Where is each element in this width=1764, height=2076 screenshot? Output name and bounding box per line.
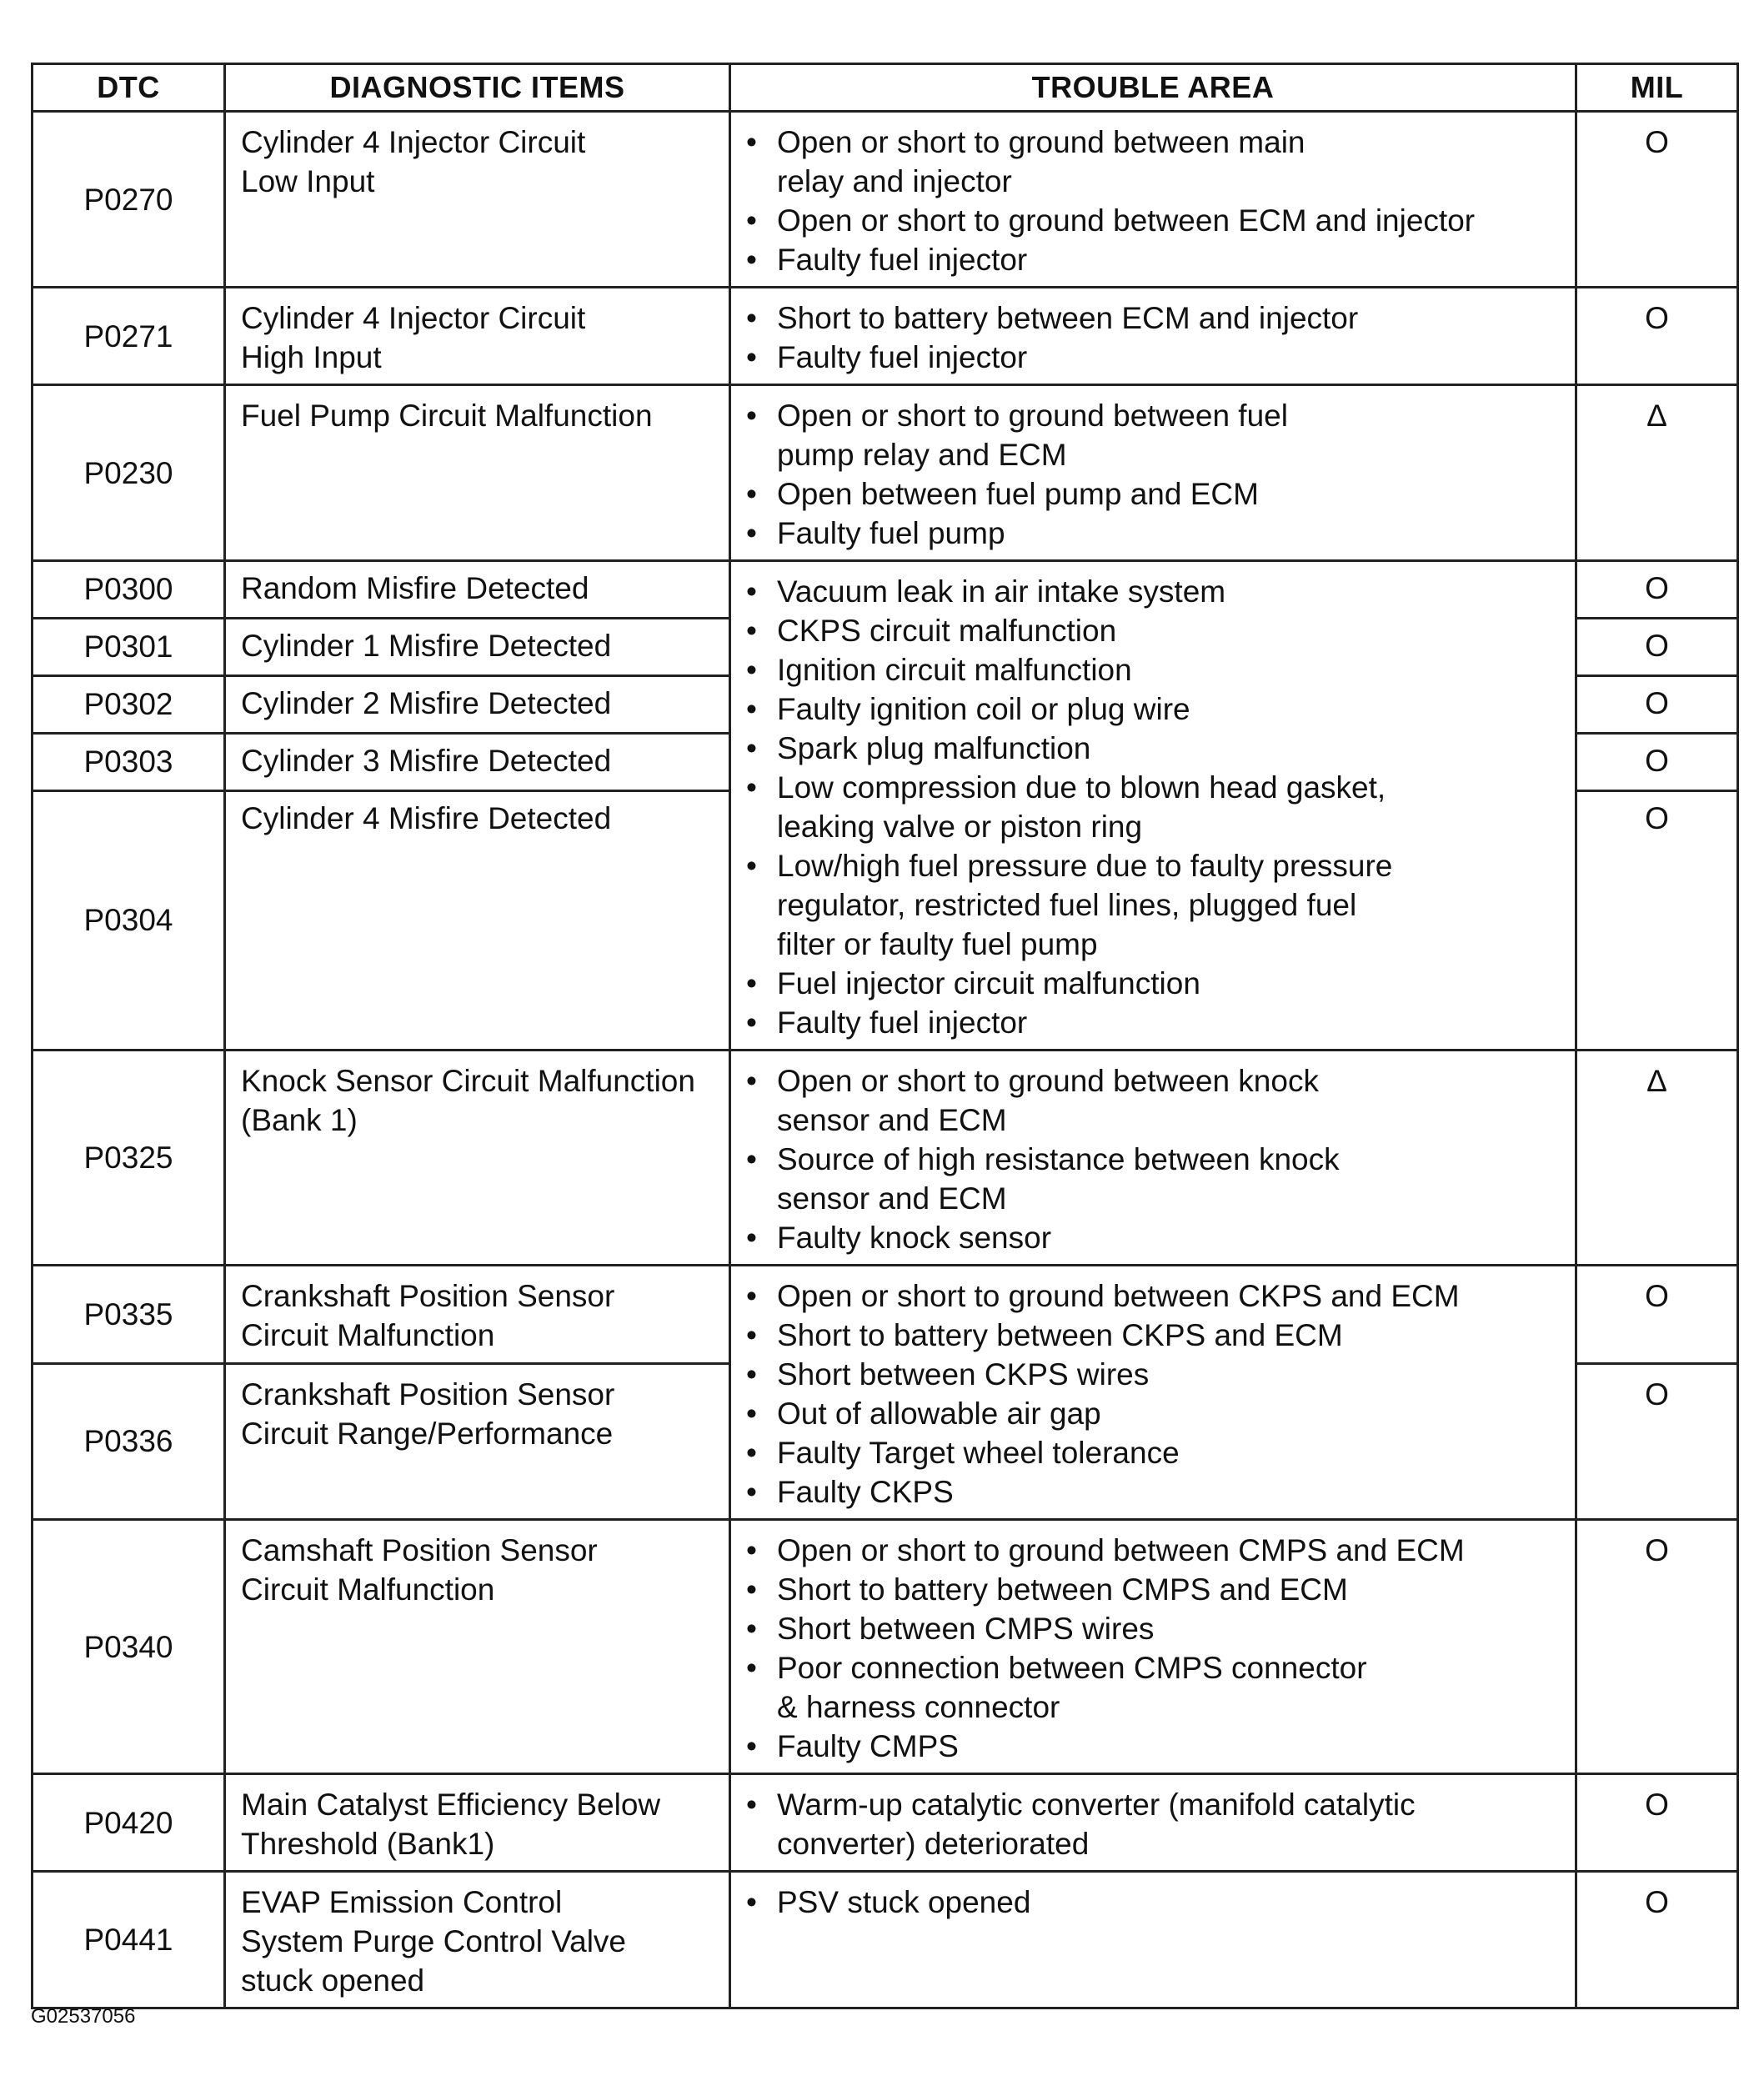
mil-header: MIL — [1576, 64, 1738, 112]
mil-indicator: O — [1576, 1520, 1738, 1774]
trouble-area — [730, 385, 1576, 561]
trouble-area — [730, 1520, 1576, 1774]
diagnostic-item: Fuel Pump Circuit Malfunction — [225, 385, 730, 561]
mil-indicator: O — [1576, 790, 1738, 1050]
trouble-area — [730, 288, 1576, 385]
diagnostic-item: Camshaft Position Sensor Circuit Malfunction — [225, 1520, 730, 1774]
cause-list — [777, 1883, 1566, 1922]
cause-item: • Faulty ignition coil or plug wire — [777, 689, 1566, 729]
trouble-area — [730, 1266, 1576, 1520]
diagnostic-item: Cylinder 4 Injector Circuit Low Input — [225, 112, 730, 288]
table-row — [33, 288, 1738, 385]
cause-item: • Open between fuel pump and ECM — [777, 474, 1566, 514]
table-row — [33, 1266, 1738, 1364]
diagnostic-item: Knock Sensor Circuit Malfunction (Bank 1) — [225, 1051, 730, 1266]
cause-item: • Vacuum leak in air intake system — [777, 572, 1566, 611]
cause-list — [777, 298, 1566, 377]
table-row — [33, 1774, 1738, 1872]
cause-item: • Poor connection between CMPS connector & harness connector — [777, 1648, 1566, 1727]
cause-item: • Open or short to ground between CMPS and ECM — [777, 1531, 1566, 1570]
cause-list — [777, 1061, 1566, 1257]
cause-item: • CKPS circuit malfunction — [777, 611, 1566, 650]
mil-indicator: O — [1576, 112, 1738, 288]
dtc-code: P0335 — [33, 1266, 225, 1364]
mil-indicator: O — [1576, 675, 1738, 733]
dtc-code: P0301 — [33, 618, 225, 675]
cause-item: • Faulty fuel injector — [777, 1003, 1566, 1042]
trouble-area — [730, 112, 1576, 288]
diagnostic-item: Cylinder 4 Injector Circuit High Input — [225, 288, 730, 385]
cause-item: • Open or short to ground between ECM and injector — [777, 201, 1566, 240]
cause-item: • Low/high fuel pressure due to faulty pressure regulator, restricted fuel lines, plugged fuel filter or faulty fuel pump — [777, 846, 1566, 964]
diagnostic-item: Cylinder 1 Misfire Detected — [225, 618, 730, 675]
cause-item: • Fuel injector circuit malfunction — [777, 964, 1566, 1003]
table-row — [33, 1051, 1738, 1266]
table-row — [33, 1872, 1738, 2008]
header-row — [33, 64, 1738, 112]
mil-indicator: O — [1576, 618, 1738, 675]
table-row — [33, 112, 1738, 288]
dtc-code: P0230 — [33, 385, 225, 561]
trouble-area — [730, 1051, 1576, 1266]
cause-item: • Faulty knock sensor — [777, 1218, 1566, 1257]
dtc-code: P0336 — [33, 1363, 225, 1519]
cause-item: • Open or short to ground between fuel pump relay and ECM — [777, 396, 1566, 474]
diagnostic-items-header: DIAGNOSTIC ITEMS — [225, 64, 730, 112]
table-row — [33, 385, 1738, 561]
diagnostic-item: Main Catalyst Efficiency Below Threshold (Bank1) — [225, 1774, 730, 1872]
dtc-header: DTC — [33, 64, 225, 112]
cause-list — [777, 1276, 1566, 1512]
mil-indicator: O — [1576, 1363, 1738, 1519]
cause-item: • Faulty CKPS — [777, 1472, 1566, 1512]
mil-indicator: O — [1576, 1266, 1738, 1364]
cause-item: • Low compression due to blown head gasket, leaking valve or piston ring — [777, 768, 1566, 846]
cause-item: • Faulty fuel pump — [777, 514, 1566, 553]
trouble-area — [730, 561, 1576, 1051]
cause-item: • Source of high resistance between knock sensor and ECM — [777, 1140, 1566, 1218]
mil-indicator: O — [1576, 1872, 1738, 2008]
table-row — [33, 1520, 1738, 1774]
dtc-code: P0303 — [33, 733, 225, 790]
figure-id: G02537056 — [31, 2005, 136, 2028]
cause-item: • Faulty fuel injector — [777, 338, 1566, 377]
cause-item: • Open or short to ground between knock sensor and ECM — [777, 1061, 1566, 1140]
diagnostic-item: Cylinder 3 Misfire Detected — [225, 733, 730, 790]
dtc-code: P0304 — [33, 790, 225, 1050]
diagnostic-item: EVAP Emission Control System Purge Control Valve stuck opened — [225, 1872, 730, 2008]
cause-item: • Open or short to ground between main relay and injector — [777, 123, 1566, 201]
cause-item: • Out of allowable air gap — [777, 1394, 1566, 1433]
dtc-code: P0302 — [33, 675, 225, 733]
diagnostic-item: Crankshaft Position Sensor Circuit Malfunction — [225, 1266, 730, 1364]
trouble-area-header: TROUBLE AREA — [730, 64, 1576, 112]
dtc-code: P0340 — [33, 1520, 225, 1774]
dtc-code: P0300 — [33, 561, 225, 619]
mil-indicator: O — [1576, 288, 1738, 385]
cause-item: • Warm-up catalytic converter (manifold catalytic converter) deteriorated — [777, 1785, 1566, 1863]
cause-item: • Short to battery between ECM and injector — [777, 298, 1566, 338]
table-row — [33, 561, 1738, 619]
mil-indicator: Δ — [1576, 1051, 1738, 1266]
trouble-area — [730, 1872, 1576, 2008]
diagnostic-item: Cylinder 4 Misfire Detected — [225, 790, 730, 1050]
cause-list — [777, 1531, 1566, 1766]
dtc-code: P0270 — [33, 112, 225, 288]
diagnostic-item: Random Misfire Detected — [225, 561, 730, 619]
cause-list — [777, 396, 1566, 553]
cause-item: • Short to battery between CMPS and ECM — [777, 1570, 1566, 1609]
mil-indicator: Δ — [1576, 385, 1738, 561]
cause-item: • Short between CKPS wires — [777, 1355, 1566, 1394]
cause-item: • Spark plug malfunction — [777, 729, 1566, 768]
cause-item: • Short to battery between CKPS and ECM — [777, 1316, 1566, 1355]
dtc-table — [31, 63, 1739, 2009]
mil-indicator: O — [1576, 733, 1738, 790]
cause-list — [777, 123, 1566, 279]
dtc-code: P0271 — [33, 288, 225, 385]
diagnostic-item: Cylinder 2 Misfire Detected — [225, 675, 730, 733]
mil-indicator: O — [1576, 1774, 1738, 1872]
diagnostic-item: Crankshaft Position Sensor Circuit Range/Performance — [225, 1363, 730, 1519]
cause-item: • Faulty Target wheel tolerance — [777, 1433, 1566, 1472]
trouble-area — [730, 1774, 1576, 1872]
dtc-code: P0420 — [33, 1774, 225, 1872]
cause-list — [777, 1785, 1566, 1863]
dtc-code: P0325 — [33, 1051, 225, 1266]
dtc-code: P0441 — [33, 1872, 225, 2008]
cause-item: • Faulty fuel injector — [777, 240, 1566, 279]
cause-item: • Open or short to ground between CKPS and ECM — [777, 1276, 1566, 1316]
cause-item: • Ignition circuit malfunction — [777, 650, 1566, 689]
cause-list — [777, 572, 1566, 1042]
cause-item: • PSV stuck opened — [777, 1883, 1566, 1922]
cause-item: • Short between CMPS wires — [777, 1609, 1566, 1648]
cause-item: • Faulty CMPS — [777, 1727, 1566, 1766]
mil-indicator: O — [1576, 561, 1738, 619]
